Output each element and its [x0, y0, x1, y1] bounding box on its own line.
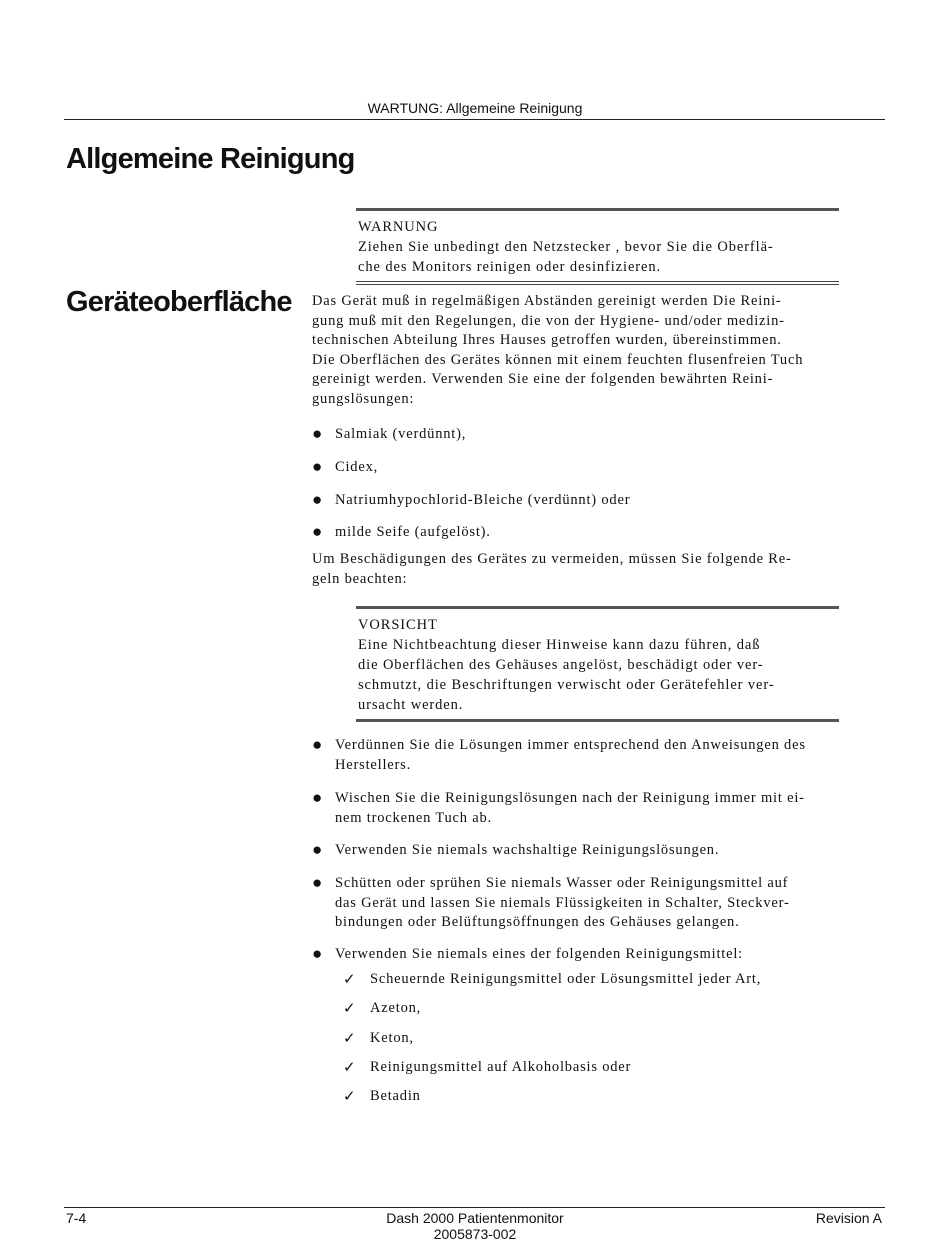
paragraph-line: gung muß mit den Regelungen, die von der Hygiene- und/oder medizin- [312, 312, 785, 329]
running-header: WARTUNG: Allgemeine Reinigung [367, 100, 583, 116]
paragraph-line: gungslösungen: [312, 390, 415, 407]
bullet-icon: ● [312, 944, 323, 963]
bullet-icon: ● [312, 840, 323, 859]
checkmark-icon: ✓ [343, 1087, 356, 1105]
checkmark-icon: ✓ [343, 999, 356, 1017]
list-item-line: Wischen Sie die Reinigungslösungen nach der Reinigung immer mit ei- [335, 790, 805, 806]
paragraph-line: Um Beschädigungen des Gerätes zu vermeiden, müssen Sie folgende Re- [312, 551, 792, 567]
list-item-text: Cidex, [335, 459, 379, 475]
list-item-text [335, 945, 743, 965]
warning-content [356, 212, 839, 281]
page-number: 7-4 [66, 1210, 87, 1226]
paragraph-line: geln beachten: [312, 570, 408, 587]
bullet-icon: ● [312, 490, 323, 509]
warning-bottom-rule [356, 281, 839, 282]
caution-line: schmutzt, die Beschriftungen verwischt oder Gerätefehler ver- [358, 677, 775, 693]
checklist-item-text: Keton, [370, 1030, 414, 1046]
list-item-text [335, 789, 805, 828]
list-item-line: Herstellers. [335, 756, 412, 773]
bullet-icon: ● [312, 873, 323, 892]
list-item-line: Verwenden Sie niemals wachshaltige Reinigungslösungen. [335, 842, 720, 858]
list-item-text: milde Seife (aufgelöst). [335, 524, 491, 540]
warning-top-rule [356, 208, 839, 211]
list-item-line: Schütten oder sprühen Sie niemals Wasser oder Reinigungsmittel auf [335, 875, 789, 891]
caution-bottom-rule [356, 719, 839, 722]
warning-box [356, 208, 839, 285]
list-item-text: Salmiak (verdünnt), [335, 426, 467, 442]
caution-label: VORSICHT [358, 617, 438, 633]
list-item-line: nem trockenen Tuch ab. [335, 809, 492, 826]
bullet-icon: ● [312, 788, 323, 807]
bullet-icon: ● [312, 424, 323, 443]
warning-bottom-rule [356, 284, 839, 285]
intro-paragraph [312, 292, 803, 409]
list-item-text [335, 736, 806, 775]
paragraph-line: technischen Abteilung Ihres Hauses getroffen wurden, übereinstimmen. [312, 332, 782, 348]
list-item-line: bindungen oder Belüftungsöffnungen des Gehäuses gelangen. [335, 914, 740, 930]
paragraph-line: Die Oberflächen des Gerätes können mit einem feuchten flusenfreien Tuch [312, 351, 804, 368]
list-item-text: Natriumhypochlorid-Bleiche (verdünnt) oder [335, 492, 631, 508]
bullet-icon: ● [312, 735, 323, 754]
footer-rule [64, 1207, 885, 1208]
bullet-icon: ● [312, 457, 323, 476]
paragraph-line: Das Gerät muß in regelmäßigen Abständen gereinigt werden Die Reini- [312, 293, 782, 309]
list-item-text [335, 841, 719, 861]
footer-product: Dash 2000 Patientenmonitor [386, 1210, 564, 1226]
list-item-line: Verwenden Sie niemals eines der folgenden Reinigungsmittel: [335, 946, 744, 962]
bullet-icon: ● [312, 522, 323, 541]
checklist-item-text: Reinigungsmittel auf Alkoholbasis oder [370, 1059, 632, 1075]
checklist-item-text: Azeton, [370, 1000, 422, 1016]
checklist-item-text: Scheuernde Reinigungsmittel oder Lösungsmittel jeder Art, [370, 971, 762, 987]
paragraph-line: gereinigt werden. Verwenden Sie eine der folgenden bewährten Reini- [312, 371, 774, 387]
checkmark-icon: ✓ [343, 1058, 356, 1076]
list-item-line: das Gerät und lassen Sie niemals Flüssigkeiten in Schalter, Steckver- [335, 894, 790, 911]
caution-box [356, 606, 839, 722]
warning-label: WARNUNG [358, 219, 439, 235]
warning-line: che des Monitors reinigen oder desinfizieren. [358, 259, 662, 275]
rules-intro-paragraph [312, 550, 792, 589]
caution-line: Eine Nichtbeachtung dieser Hinweise kann dazu führen, daß [358, 637, 761, 653]
footer-doc-number: 2005873-002 [433, 1226, 517, 1242]
warning-line: Ziehen Sie unbedingt den Netzstecker , bevor Sie die Oberflä- [358, 239, 774, 255]
list-item-text [335, 874, 790, 933]
caution-top-rule [356, 606, 839, 609]
footer-revision: Revision A [815, 1210, 882, 1226]
caution-content [356, 610, 839, 719]
checkmark-icon: ✓ [343, 1029, 356, 1047]
caution-line: die Oberflächen des Gehäuses angelöst, beschädigt oder ver- [358, 657, 764, 673]
caution-line: ursacht werden. [358, 697, 464, 713]
subsection-title: Geräteoberfläche [66, 286, 292, 318]
section-title: Allgemeine Reinigung [66, 143, 355, 175]
checkmark-icon: ✓ [343, 970, 356, 988]
list-item-line: Verdünnen Sie die Lösungen immer entsprechend den Anweisungen des [335, 737, 806, 753]
header-rule [64, 119, 885, 120]
checklist-item-text: Betadin [370, 1088, 421, 1104]
